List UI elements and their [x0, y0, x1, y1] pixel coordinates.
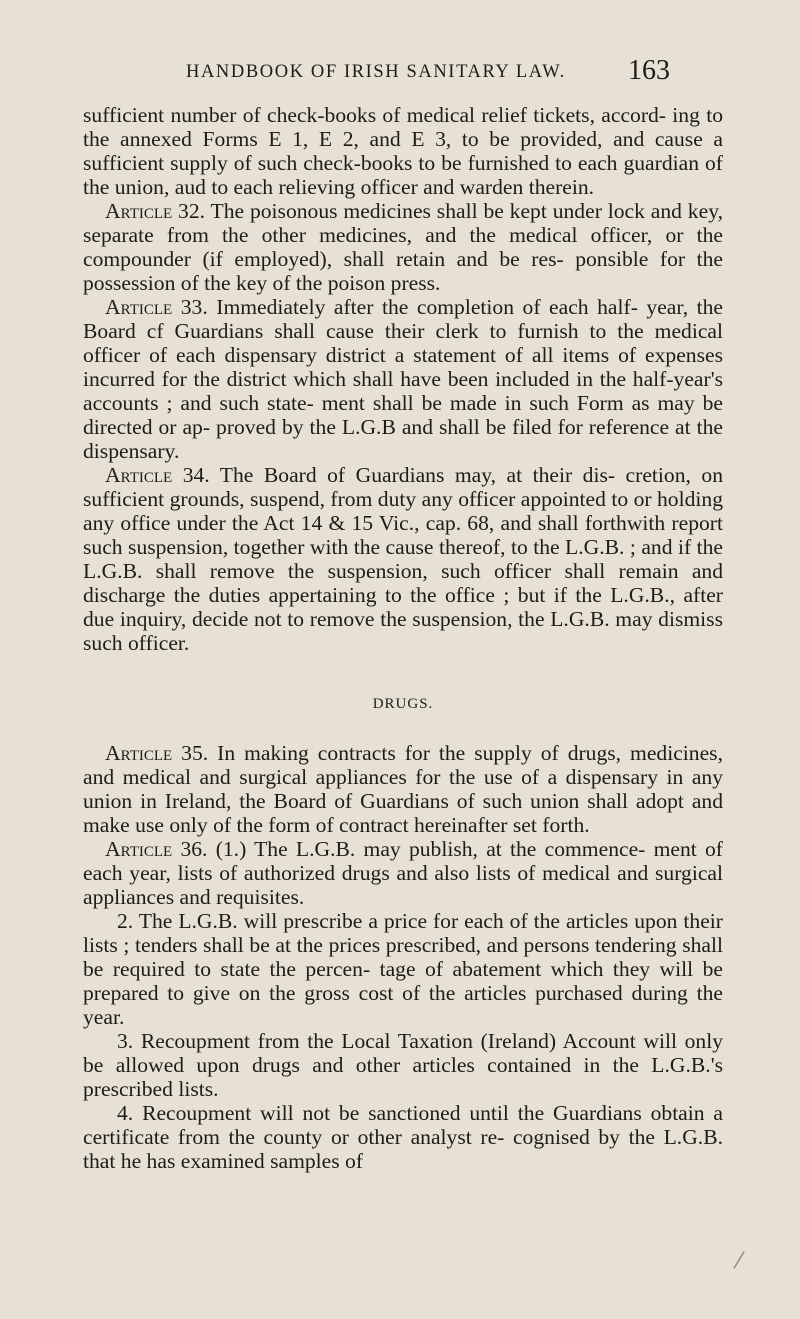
clause-2: [83, 909, 723, 1029]
clause-4: [83, 1101, 723, 1173]
clause-3: [83, 1029, 723, 1101]
article-label: Article: [105, 837, 173, 861]
section-heading-drugs: DRUGS.: [372, 696, 434, 712]
article-36: [83, 837, 723, 909]
article-33: [83, 295, 723, 463]
clause-number: 2.: [117, 909, 134, 933]
paragraph-continuation: sufficient number of check-books of medical relief tickets, accord- ing to the annexed Forms E 1, E 2, and E 3, to be provided, and cause a sufficient supply of such check-books to be furnished to each guardian of the union, aud to each relieving officer and warden therein.: [83, 103, 723, 199]
article-text: The poisonous medicines shall be kept under lock and key, separate from the other medicines, and the medical officer, or the compounder (if employed), shall retain and be res- ponsible for the possession of the key of the poison press.: [83, 199, 723, 295]
page-number: 163: [628, 55, 670, 86]
article-35: [83, 741, 723, 837]
article-text: Immediately after the completion of each half- year, the Board cf Guardians shall cause their clerk to furnish to the medical officer of each dispensary district a statement of all items of expenses incurred for the district which shall have been included in the half-year's accounts ; and such state- ment shall be made in such Form as may be directed or ap- proved by the L.G.B and shall be filed for reference at the dispensary.: [83, 295, 723, 463]
running-title: HANDBOOK OF IRISH SANITARY LAW.: [186, 62, 566, 82]
article-text: In making contracts for the supply of drugs, medicines, and medical and surgical appliances for the use of a dispensary in any union in Ireland, the Board of Guardians of such union shall adopt and make use only of the form of contract hereinafter set forth.: [83, 741, 723, 837]
body-text: [83, 103, 723, 1173]
article-label: Article: [105, 199, 173, 223]
article-number: 34.: [182, 463, 210, 487]
article-text: The Board of Guardians may, at their dis- cretion, on sufficient grounds, suspend, from duty any officer appointed to or holding any office under the Act 14 & 15 Vic., cap. 68, and shall forthwith report such suspension, together with the cause thereof, to the L.G.B. ; and if the L.G.B. shall remove the suspension, such officer shall remain and discharge the duties appertaining to the office ; but if the L.G.B., after due inquiry, decide not to remove the suspension, the L.G.B. may dismiss such officer.: [83, 463, 723, 655]
article-label: Article: [105, 463, 173, 487]
clause-text: Recoupment will not be sanctioned until the Guardians obtain a certificate from the county or other analyst re- cognised by the L.G.B. that he has examined samples of: [83, 1101, 723, 1173]
article-32: [83, 199, 723, 295]
article-label: Article: [105, 741, 173, 765]
article-number: 33.: [180, 295, 208, 319]
article-number: 35.: [181, 741, 209, 765]
clause-text: Recoupment from the Local Taxation (Ireland) Account will only be allowed upon drugs and other articles contained in the L.G.B.'s prescribed lists.: [83, 1029, 723, 1101]
clause-number: 3.: [117, 1029, 134, 1053]
article-text: (1.) The L.G.B. may publish, at the commence- ment of each year, lists of authorized drugs and also lists of medical and surgical appliances and requisites.: [83, 837, 723, 909]
clause-number: 4.: [117, 1101, 134, 1125]
article-34: [83, 463, 723, 655]
article-number: 36.: [180, 837, 208, 861]
clause-text: The L.G.B. will prescribe a price for each of the articles upon their lists ; tenders shall be at the prices prescribed, and persons tendering shall be required to state the percen- tage of abatement which they will be prepared to give on the gross cost of the articles purchased during the year.: [83, 909, 723, 1029]
pencil-mark-icon: /: [731, 1244, 747, 1277]
article-number: 32.: [178, 199, 206, 223]
article-label: Article: [105, 295, 173, 319]
